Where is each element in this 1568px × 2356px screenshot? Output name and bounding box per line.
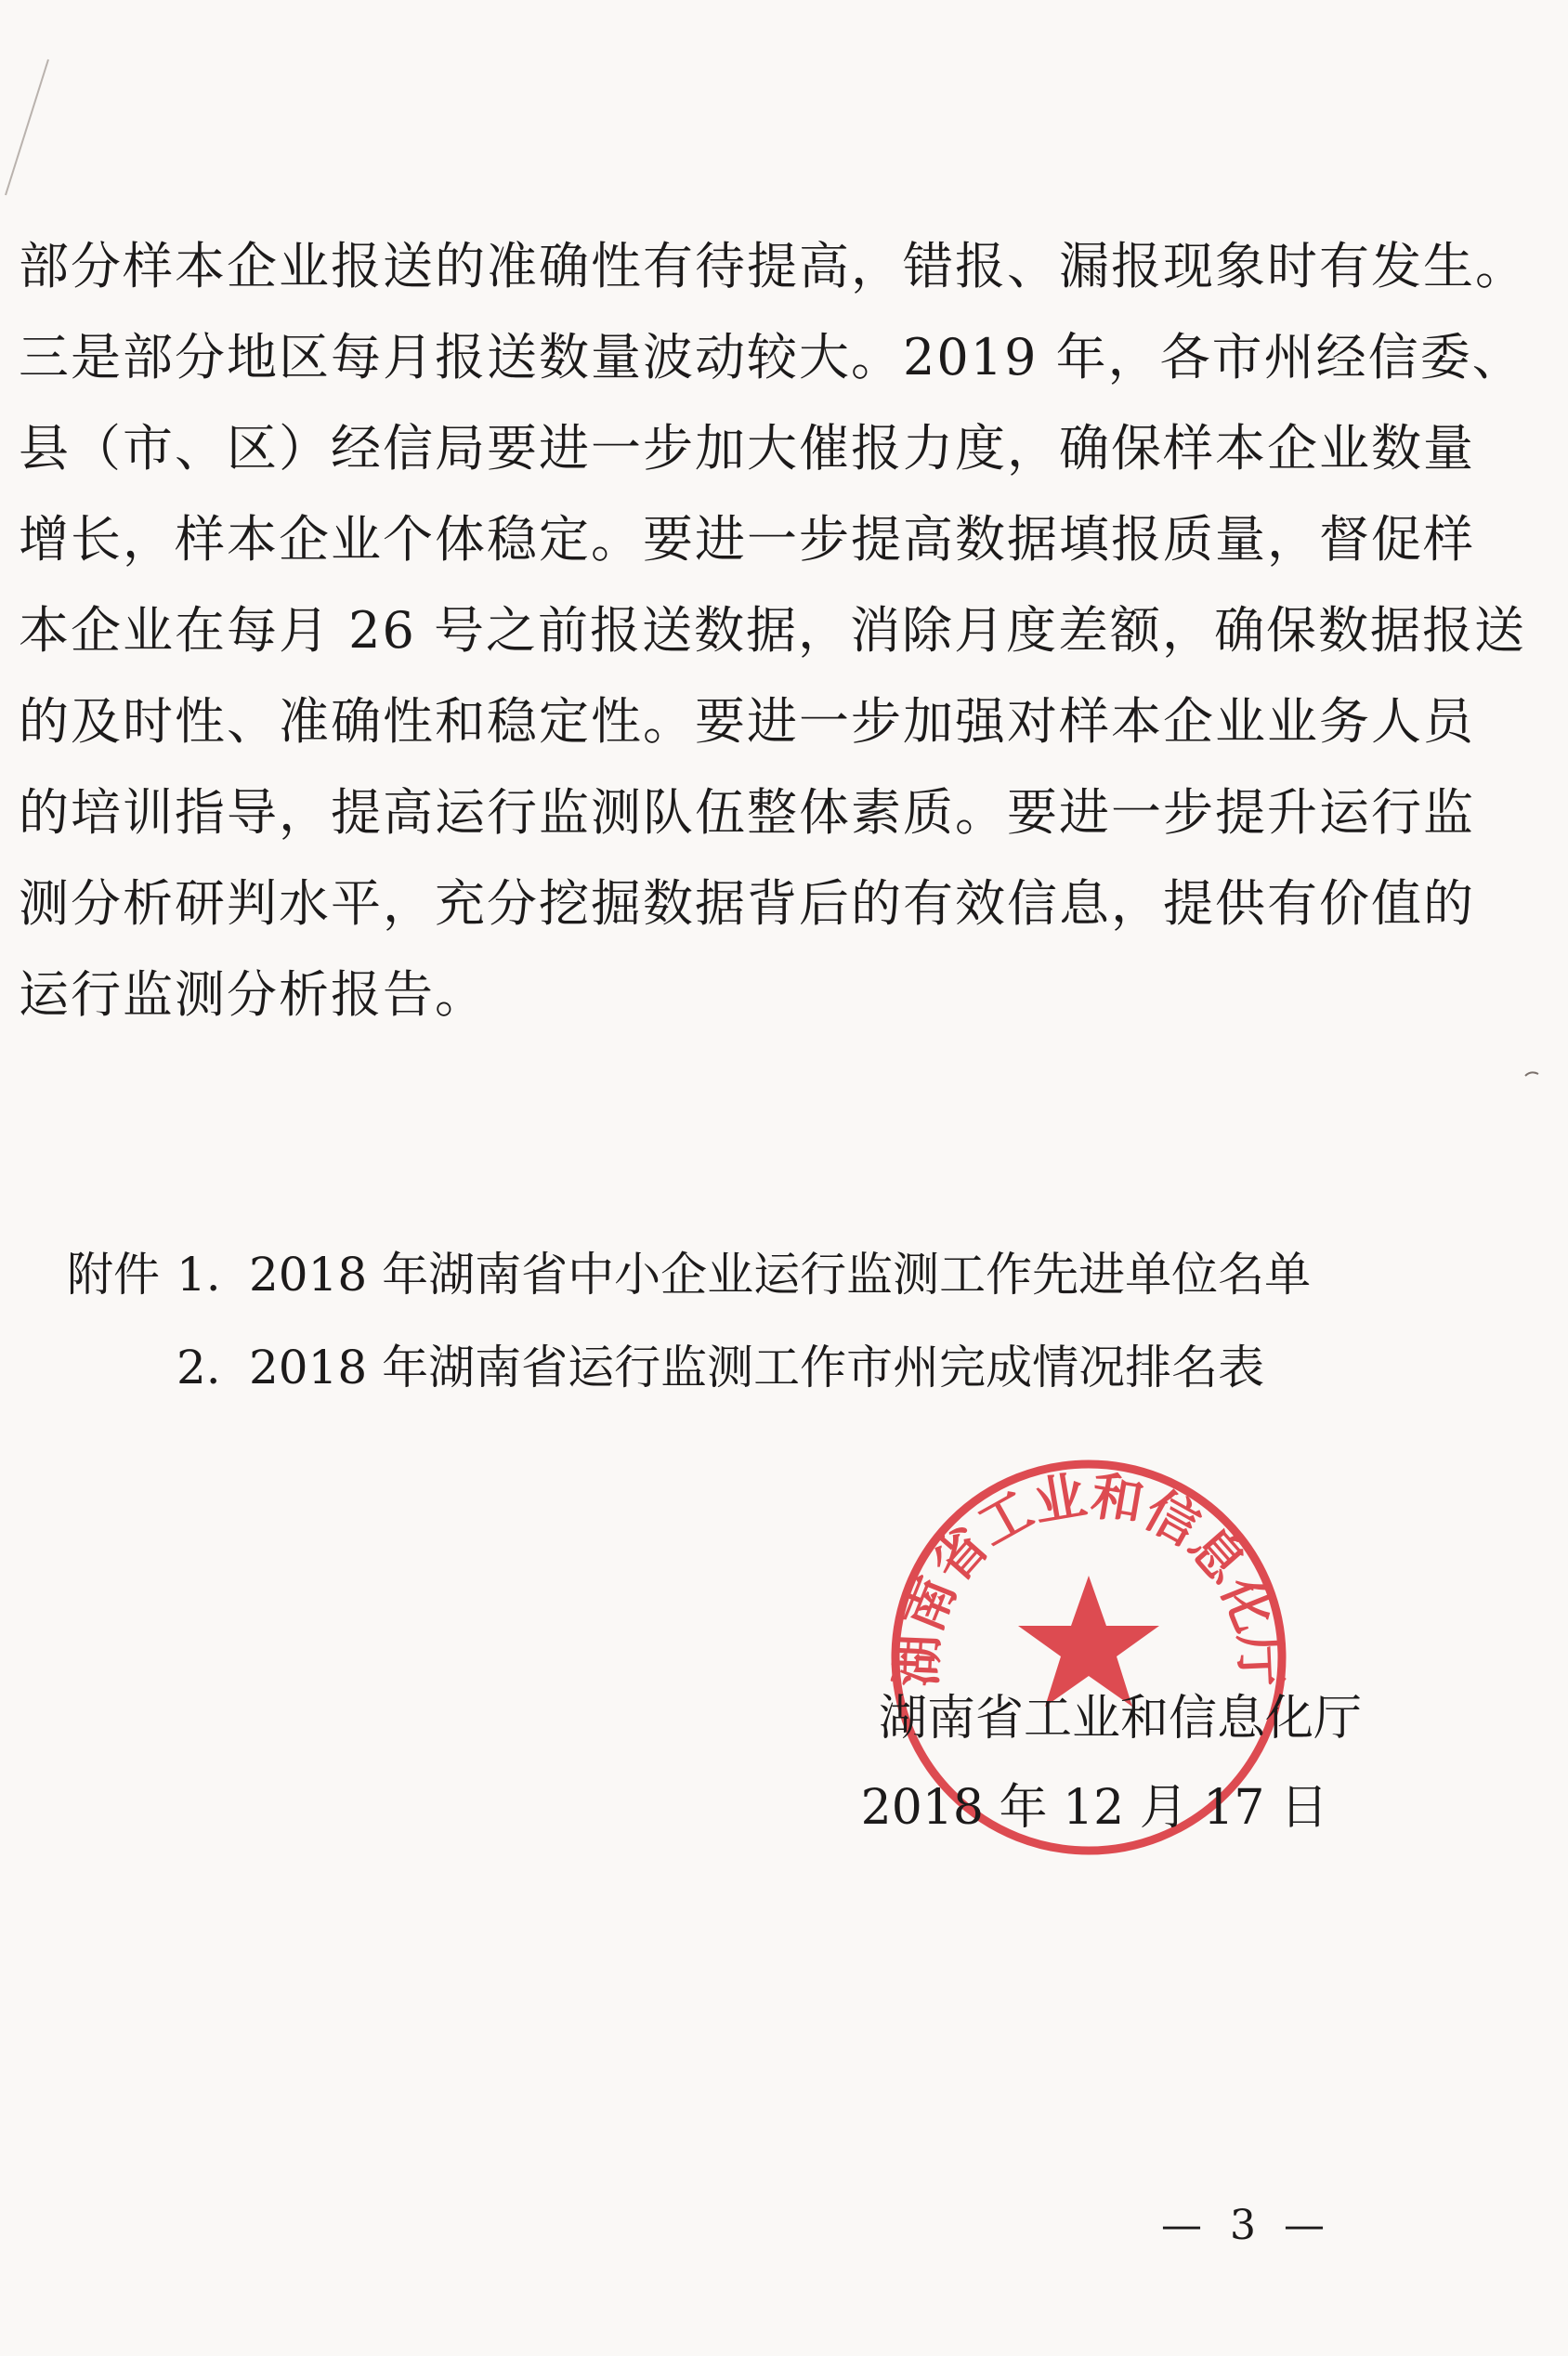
attachment-item bbox=[67, 1321, 1460, 1414]
paper-speck bbox=[1523, 1068, 1542, 1081]
page-footer bbox=[1133, 2202, 1352, 2249]
body-line: 部分样本企业报送的准确性有待提高，错报、漏报现象时有发生。 bbox=[19, 237, 1527, 295]
body-line: 的培训指导，提高运行监测队伍整体素质。要进一步提升运行监 bbox=[19, 783, 1475, 842]
attachments-label: 附件 bbox=[67, 1248, 160, 1302]
paper-edge-mark bbox=[0, 56, 56, 204]
attachment-number: 2. bbox=[176, 1341, 221, 1394]
footer-dash: — bbox=[1284, 2202, 1325, 2249]
body-line: 三是部分地区每月报送数量波动较大。2019 年，各市州经信委、 bbox=[19, 328, 1524, 386]
body-line: 县（市、区）经信局要进一步加大催报力度，确保样本企业数量 bbox=[19, 419, 1475, 478]
signature-block bbox=[861, 1674, 1362, 1852]
body-line: 本企业在每月 26 号之前报送数据，消除月度差额，确保数据报送 bbox=[19, 601, 1527, 660]
attachment-title: 2018 年湖南省中小企业运行监测工作先进单位名单 bbox=[249, 1248, 1312, 1302]
body-line: 运行监测分析报告。 bbox=[19, 965, 487, 1024]
attachment-number: 1. bbox=[176, 1248, 221, 1302]
issuing-organization: 湖南省工业和信息化厅 bbox=[878, 1691, 1362, 1747]
attachment-title: 2018 年湖南省运行监测工作市州完成情况排名表 bbox=[249, 1341, 1265, 1394]
attachment-item bbox=[67, 1228, 1460, 1321]
body-paragraph bbox=[19, 221, 1527, 1041]
seal-lettering: 湖南省工业和信息化厅 bbox=[886, 1464, 1291, 1688]
page-number: 3 bbox=[1230, 2202, 1256, 2249]
footer-dash: — bbox=[1161, 2202, 1202, 2249]
body-line: 测分析研判水平，充分挖掘数据背后的有效信息，提供有价值的 bbox=[19, 874, 1475, 933]
body-line: 的及时性、准确性和稳定性。要进一步加强对样本企业业务人员 bbox=[19, 692, 1475, 751]
attachments-list bbox=[67, 1228, 1460, 1414]
body-line: 增长，样本企业个体稳定。要进一步提高数据填报质量，督促样 bbox=[19, 510, 1475, 569]
issue-date: 2018 年 12 月 17 日 bbox=[860, 1780, 1328, 1836]
